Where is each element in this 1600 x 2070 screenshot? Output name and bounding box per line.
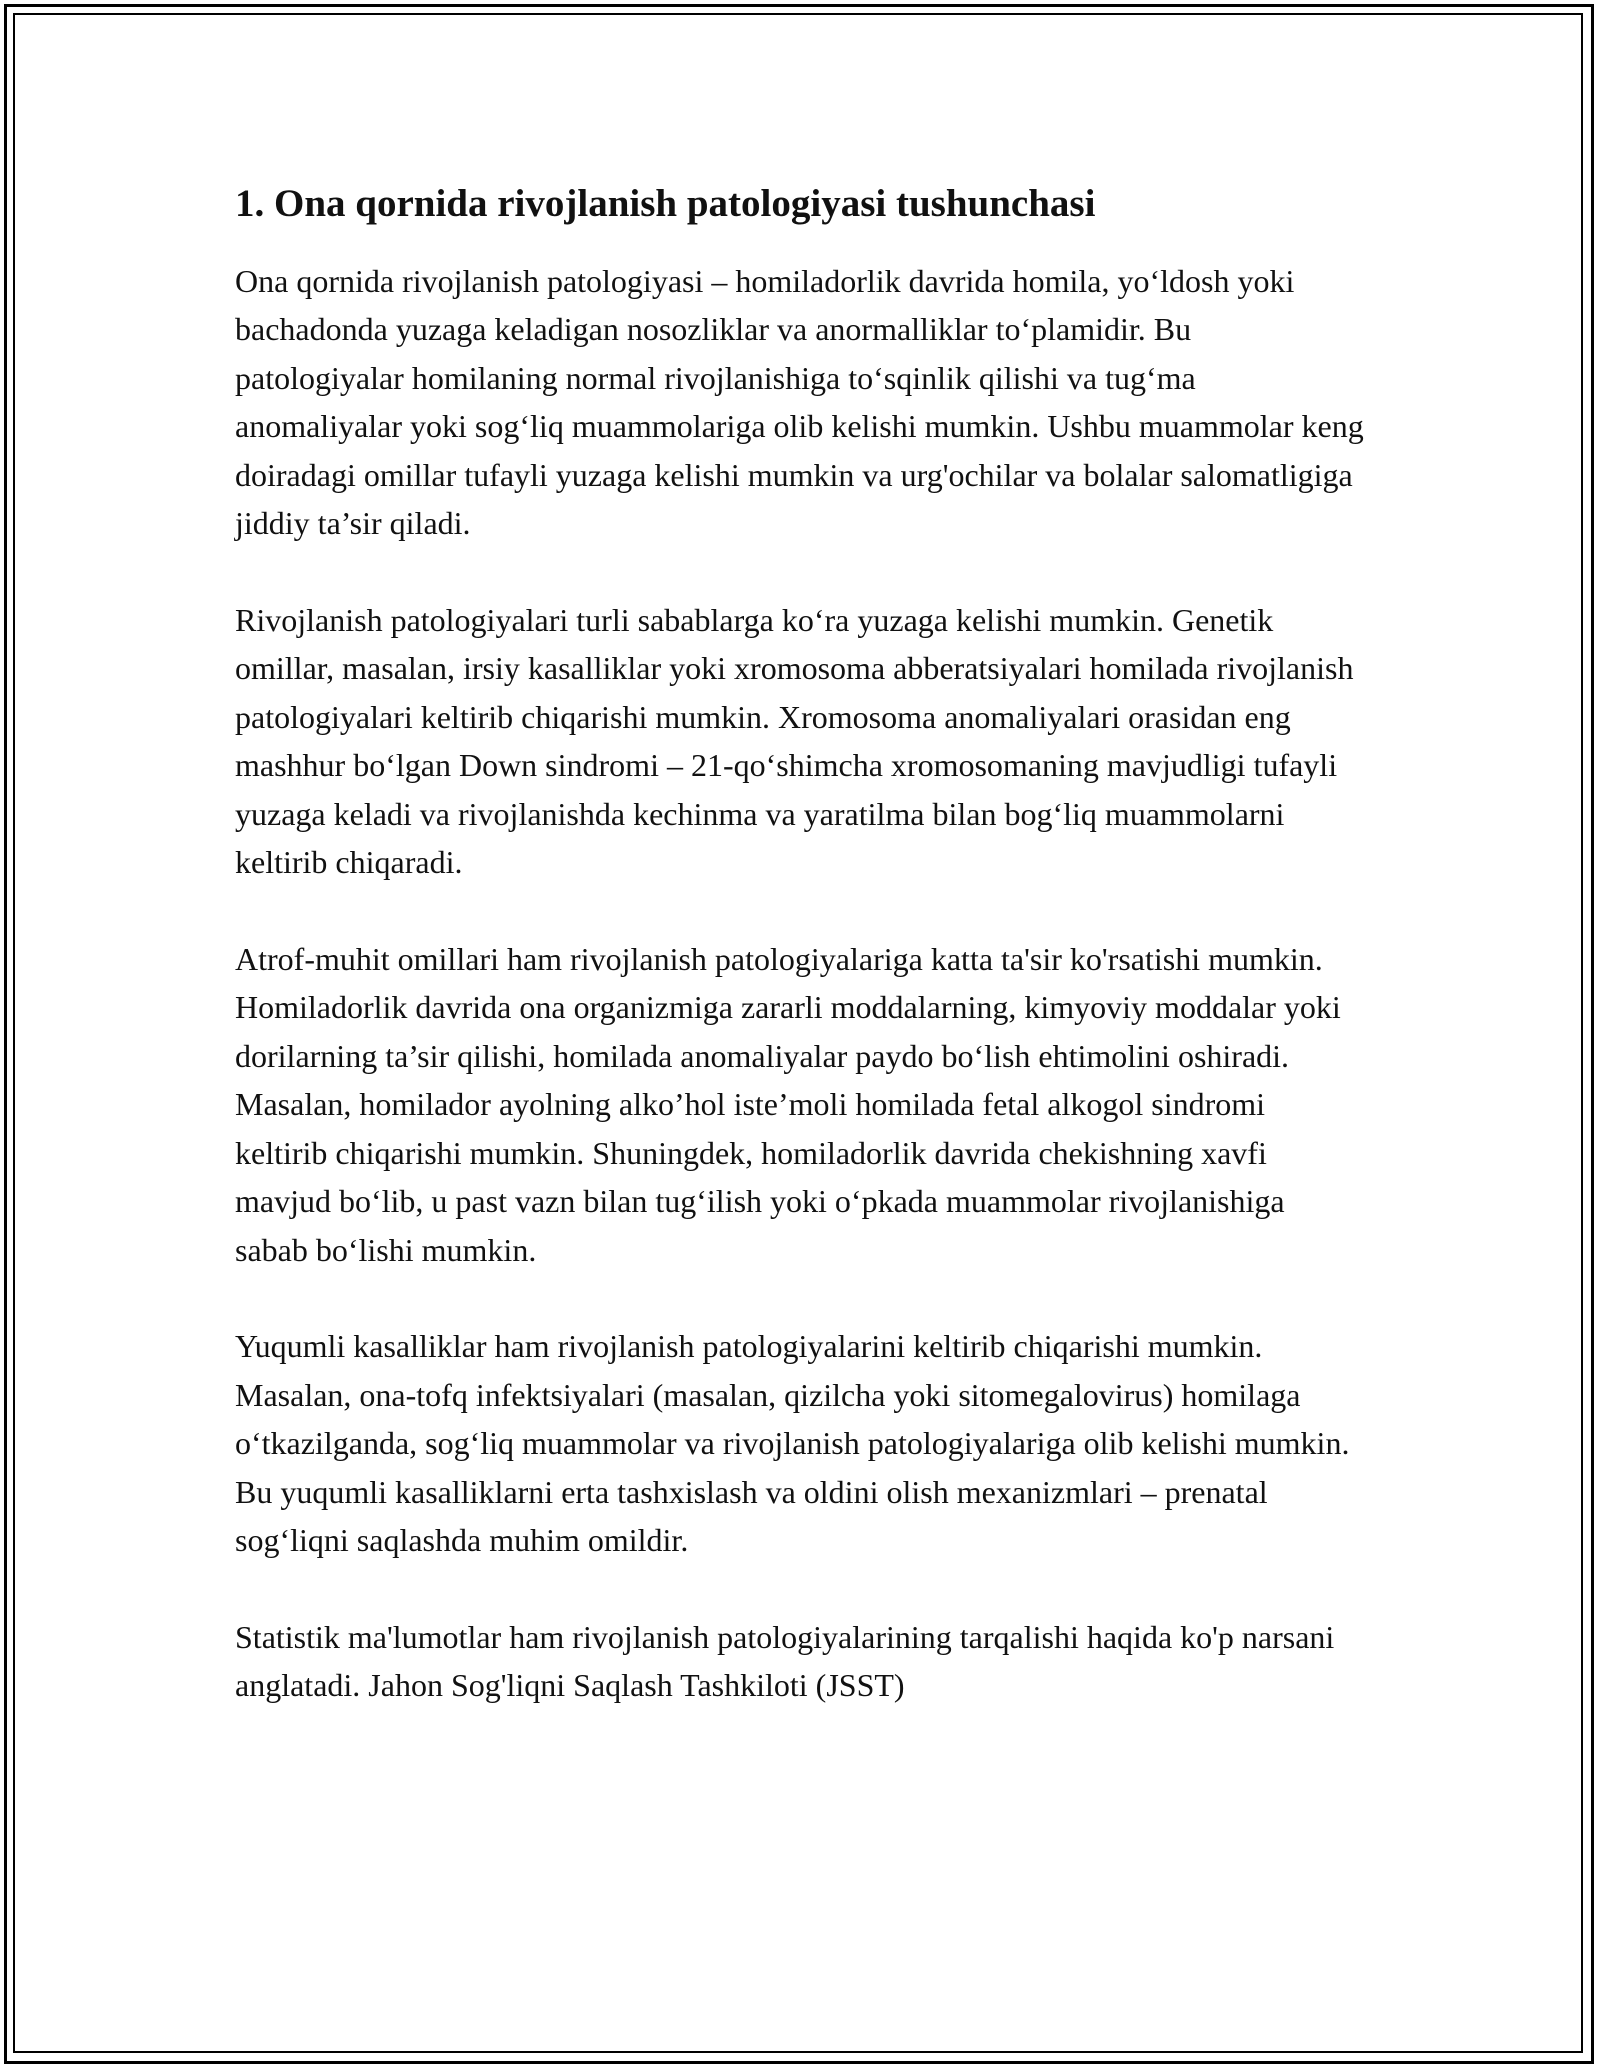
paragraph-genetic-causes: Rivojlanish patologiyalari turli sabablarga ko‘ra yuzaga kelishi mumkin. Genetik omillar, masalan, irsiy kasalliklar yoki xromosoma abberatsiyalari homilada rivojlanish patologiyalari keltirib chiqarishi mumkin. Xromosoma anomaliyalari orasidan eng mashhur bo‘lgan Down sindromi – 21-qo‘shimcha xromosomaning mavjudligi tufayli yuzaga keladi va rivojlanishda kechinma va yaratilma bilan bog‘liq muammolarni keltirib chiqaradi. xyxy=(235,601,1354,881)
paragraph-definition: Ona qornida rivojlanish patologiyasi – homiladorlik davrida homila, yo‘ldosh yoki bachadonda yuzaga keladigan nosozliklar va anormalliklar to‘plamidir. Bu patologiyalar homilaning normal rivojlanishiga to‘sqinlik qilishi va tug‘ma anomaliyalar yoki sog‘liq muammolariga olib kelishi mumkin. Ushbu muammolar keng doiradagi omillar tufayli yuzaga kelishi mumkin va urg'ochilar va bolalar salomatligiga jiddiy ta’sir qiladi. xyxy=(235,262,1364,542)
paragraph-statistics: Statistik ma'lumotlar ham rivojlanish patologiyalarining tarqalishi haqida ko'p narsani anglatadi. Jahon Sog'liqni Saqlash Tashkiloti (JSST) xyxy=(235,1618,1335,1704)
paragraph-environmental-factors: Atrof-muhit omillari ham rivojlanish patologiyalariga katta ta'sir ko'rsatishi mumkin. Homiladorlik davrida ona organizmiga zararli moddalarning, kimyoviy moddalar yoki dorilarning ta’sir qilishi, homilada anomaliyalar paydo bo‘lish ehtimolini oshiradi. Masalan, homilador ayolning alko’hol iste’moli homilada fetal alkogol sindromi keltirib chiqarishi mumkin. Shuningdek, homiladorlik davrida chekishning xavfi mavjud bo‘lib, u past vazn bilan tug‘ilish yoki o‘pkada muammolar rivojlanishiga sabab bo‘lishi mumkin. xyxy=(235,940,1341,1268)
section-heading: 1. Ona qornida rivojlanish patologiyasi tushunchasi xyxy=(235,182,1096,225)
document-body xyxy=(235,180,1365,1758)
paragraph-infectious-diseases: Yuqumli kasalliklar ham rivojlanish patologiyalarini keltirib chiqarishi mumkin. Masalan, ona-tofq infektsiyalari (masalan, qizilcha yoki sitomegalovirus) homilaga o‘tkazilganda, sog‘liq muammolar va rivojlanish patologiyalariga olib kelishi mumkin. Bu yuqumli kasalliklarni erta tashxislash va oldini olish mexanizmlari – prenatal sog‘liqni saqlashda muhim omildir. xyxy=(235,1328,1350,1559)
